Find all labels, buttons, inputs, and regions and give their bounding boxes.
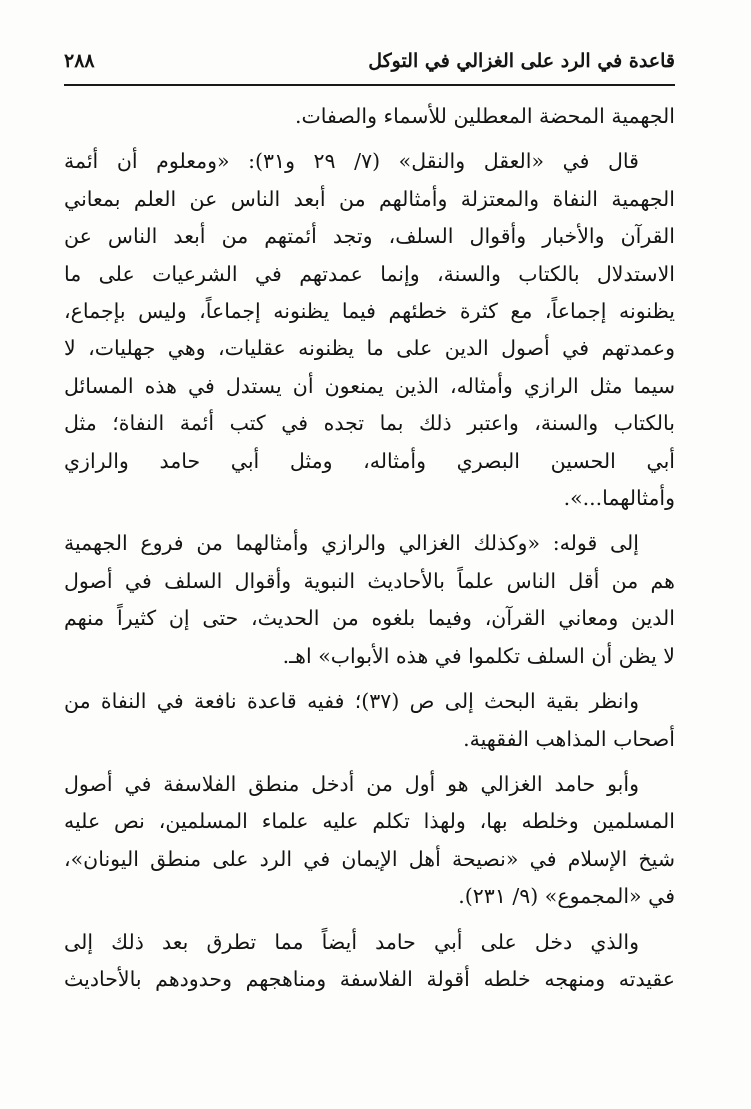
text-line: قال في «العقل والنقل» (٧/ ٢٩ و٣١): «ومعلوم أن أئمة [64,149,639,174]
text-line: عقيدته ومنهجه خلطه أقولة الفلاسفة ومناهجهم وحدودهم بالأحاديث [64,966,675,991]
text-line: يظنونه إجماعاً، مع كثرة خطئهم فيما يظنونه إجماعاً، وليس بإجماع، [64,299,675,324]
paragraph [64,525,675,675]
text-line: الجهمية المحضة المعطلين للأسماء والصفات. [294,104,675,128]
text-line: شيخ الإسلام في «نصيحة أهل الإيمان في الرد على منطق اليونان»، [64,846,675,871]
text-line: الاستدلال بالكتاب والسنة، وإنما عمدتهم في الشرعيات على ما [64,261,675,286]
page-header [64,48,675,82]
text-line: القرآن والأخبار وأقوال السلف، وتجد أئمتهم من أبعد الناس عن [64,224,675,249]
text-line: وانظر بقية البحث إلى ص (٣٧)؛ ففيه قاعدة نافعة في النفاة من [64,689,639,714]
header-rule [64,84,675,86]
text-line: وعمدتهم في أصول الدين على ما يظنونه عقليات، وهي جهليات، لا [64,336,675,361]
text-line: أبي الحسين البصري وأمثاله، ومثل أبي حامد والرازي [64,448,675,473]
text-line: الجهمية النفاة والمعتزلة وأمثالهم من أبعد الناس عن العلم بمعاني [64,186,675,211]
paragraph [64,98,675,135]
text-line: لا يظن أن السلف تكلموا في هذه الأبواب» اهـ. [282,643,675,668]
body-text [64,98,675,1006]
text-line: الدين ومعاني القرآن، وفيما بلغوه من الحديث، حتى إن كثيراً منهم [64,606,675,631]
running-title: قاعدة في الرد على الغزالي في التوكل [368,50,675,72]
paragraph [64,683,675,758]
text-line: سيما مثل الرازي وأمثاله، الذين يمنعون أن يستدل في هذه المسائل [64,373,675,398]
text-line: بالكتاب والسنة، واعتبر ذلك بما تجده في كتب أئمة النفاة؛ مثل [64,411,675,436]
text-line: وأمثالهما...». [563,486,675,511]
paragraph [64,924,675,999]
text-line: والذي دخل على أبي حامد أيضاً مما تطرق بعد ذلك إلى [64,929,639,954]
text-line: في «المجموع» (٩/ ٢٣١). [458,884,675,909]
text-line: وأبو حامد الغزالي هو أول من أدخل منطق الفلاسفة في أصول [64,771,639,796]
text-line: هم من أقل الناس علماً بالأحاديث النبوية وأقوال السلف في أصول [64,568,675,593]
text-line: أصحاب المذاهب الفقهية. [463,726,675,751]
paragraph [64,143,675,517]
text-line: المسلمين وخلطه بها، ولهذا تكلم عليه علماء المسلمين، نص عليه [64,809,675,834]
text-line: إلى قوله: «وكذلك الغزالي والرازي وأمثالهما من فروع الجهمية [64,531,639,556]
page-number: ٢٨٨ [64,50,95,72]
paragraph [64,766,675,916]
